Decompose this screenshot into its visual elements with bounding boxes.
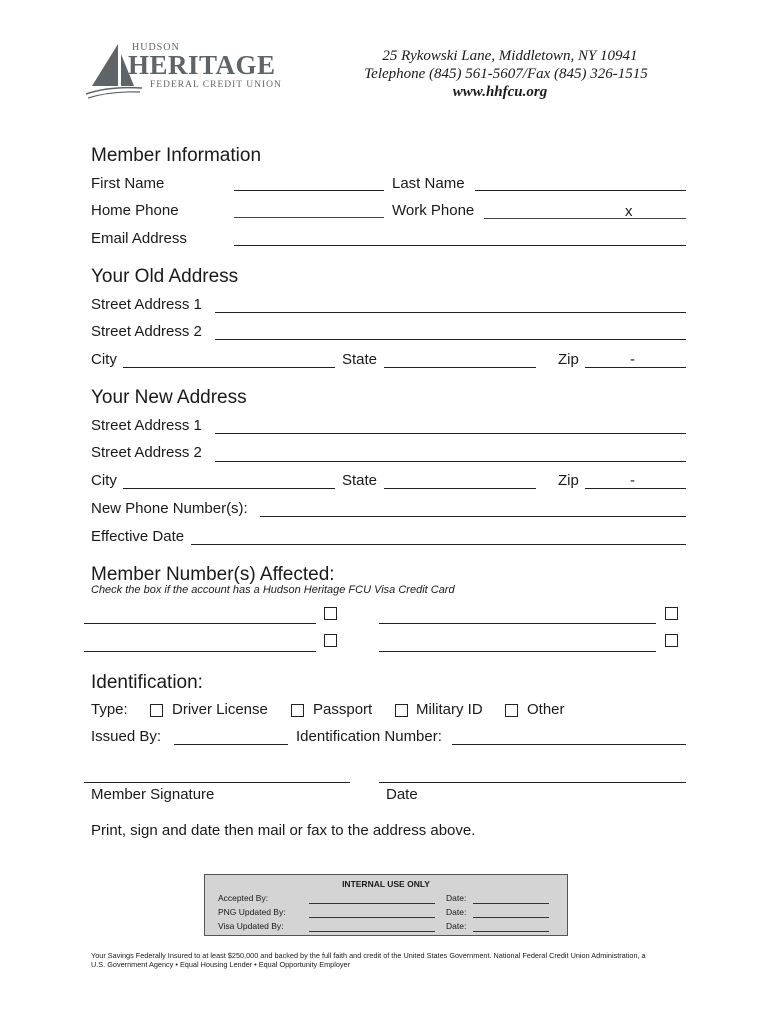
id-number-field[interactable] <box>452 744 686 745</box>
passport-checkbox[interactable] <box>291 704 304 717</box>
png-updated-label: PNG Updated By: <box>218 907 286 917</box>
old-zip-field[interactable] <box>585 367 686 368</box>
issued-by-label: Issued By: <box>91 728 162 745</box>
new-state-label: State <box>342 472 378 489</box>
work-ext-label: x <box>625 203 633 220</box>
address-line: 25 Rykowski Lane, Middletown, NY 10941 <box>382 48 638 64</box>
visa-checkbox-3[interactable] <box>324 634 337 647</box>
instructions-text: Print, sign and date then mail or fax to the address above. <box>91 822 476 839</box>
visa-checkbox-1[interactable] <box>324 607 337 620</box>
driver-license-label: Driver License <box>172 701 268 718</box>
email-field[interactable] <box>234 245 686 246</box>
new-street2-field[interactable] <box>215 461 686 462</box>
visa-updated-label: Visa Updated By: <box>218 921 284 931</box>
new-phone-field[interactable] <box>260 516 686 517</box>
new-address-heading: Your New Address <box>91 387 247 408</box>
issued-by-field[interactable] <box>174 744 288 745</box>
new-street1-field[interactable] <box>215 433 686 434</box>
logo-main-text: HERITAGE <box>128 50 276 80</box>
old-zip-separator: - <box>630 351 635 368</box>
new-phone-label: New Phone Number(s): <box>91 500 248 517</box>
new-city-label: City <box>91 472 117 489</box>
id-type-label: Type: <box>91 701 128 718</box>
military-id-label: Military ID <box>416 701 483 718</box>
visa-date-field[interactable] <box>473 931 549 932</box>
member-signature-label: Member Signature <box>91 786 215 803</box>
footer-line-2: U.S. Government Agency • Equal Housing Lender • Equal Opportunity Employer <box>91 960 351 969</box>
other-checkbox[interactable] <box>505 704 518 717</box>
new-state-field[interactable] <box>384 488 536 489</box>
internal-use-title: INTERNAL USE ONLY <box>342 879 430 889</box>
png-date-label: Date: <box>446 907 467 917</box>
new-zip-separator: - <box>630 472 635 489</box>
logo-bottom-text: FEDERAL CREDIT UNION <box>150 80 282 90</box>
accepted-by-field[interactable] <box>309 903 435 904</box>
member-number-field-4[interactable] <box>379 651 656 652</box>
email-label: Email Address <box>91 230 187 247</box>
effective-date-label: Effective Date <box>91 528 185 545</box>
work-phone-field[interactable] <box>484 218 686 219</box>
signature-date-label: Date <box>386 786 418 803</box>
identification-heading: Identification: <box>91 672 203 693</box>
home-phone-label: Home Phone <box>91 202 179 219</box>
old-city-field[interactable] <box>123 367 335 368</box>
visa-checkbox-4[interactable] <box>665 634 678 647</box>
website: www.hhfcu.org <box>452 84 548 100</box>
png-updated-field[interactable] <box>309 917 435 918</box>
home-phone-field[interactable] <box>234 217 384 218</box>
driver-license-checkbox[interactable] <box>150 704 163 717</box>
accepted-date-label: Date: <box>446 893 467 903</box>
member-number-field-3[interactable] <box>84 651 316 652</box>
member-number-field-2[interactable] <box>379 623 656 624</box>
member-numbers-note: Check the box if the account has a Hudson Heritage FCU Visa Credit Card <box>91 584 455 596</box>
logo-top-text: HUDSON <box>132 42 180 53</box>
old-street1-label: Street Address 1 <box>91 296 202 313</box>
old-zip-label: Zip <box>558 351 579 368</box>
accepted-by-label: Accepted By: <box>218 893 269 903</box>
new-street2-label: Street Address 2 <box>91 444 202 461</box>
internal-use-box <box>204 874 568 936</box>
member-numbers-heading: Member Number(s) Affected: <box>91 564 335 585</box>
first-name-label: First Name <box>91 175 165 192</box>
passport-label: Passport <box>313 701 373 718</box>
id-number-label: Identification Number: <box>296 728 442 745</box>
visa-date-label: Date: <box>446 921 467 931</box>
old-street2-label: Street Address 2 <box>91 323 202 340</box>
member-info-heading: Member Information <box>91 145 262 166</box>
old-street2-field[interactable] <box>215 339 686 340</box>
member-number-field-1[interactable] <box>84 623 316 624</box>
new-street1-label: Street Address 1 <box>91 417 202 434</box>
date-field[interactable] <box>379 782 686 783</box>
new-zip-label: Zip <box>558 472 579 489</box>
old-state-label: State <box>342 351 378 368</box>
first-name-field[interactable] <box>234 190 384 191</box>
signature-field[interactable] <box>84 782 350 783</box>
visa-checkbox-2[interactable] <box>665 607 678 620</box>
work-phone-label: Work Phone <box>392 202 475 219</box>
accepted-date-field[interactable] <box>473 903 549 904</box>
old-street1-field[interactable] <box>215 312 686 313</box>
old-state-field[interactable] <box>384 367 536 368</box>
military-id-checkbox[interactable] <box>395 704 408 717</box>
logo <box>84 40 284 102</box>
phone-line: Telephone (845) 561-5607/Fax (845) 326-1515 <box>364 66 648 82</box>
png-date-field[interactable] <box>473 917 549 918</box>
old-city-label: City <box>91 351 117 368</box>
effective-date-field[interactable] <box>191 544 686 545</box>
visa-updated-field[interactable] <box>309 931 435 932</box>
old-address-heading: Your Old Address <box>91 266 239 287</box>
footer-line-1: Your Savings Federally Insured to at least $250,000 and backed by the full faith and credit of the United States Government. National Federal Credit Union Administration, a <box>91 951 646 960</box>
new-city-field[interactable] <box>123 488 335 489</box>
other-label: Other <box>527 701 565 718</box>
last-name-field[interactable] <box>475 190 686 191</box>
last-name-label: Last Name <box>392 175 465 192</box>
new-zip-field[interactable] <box>585 488 686 489</box>
